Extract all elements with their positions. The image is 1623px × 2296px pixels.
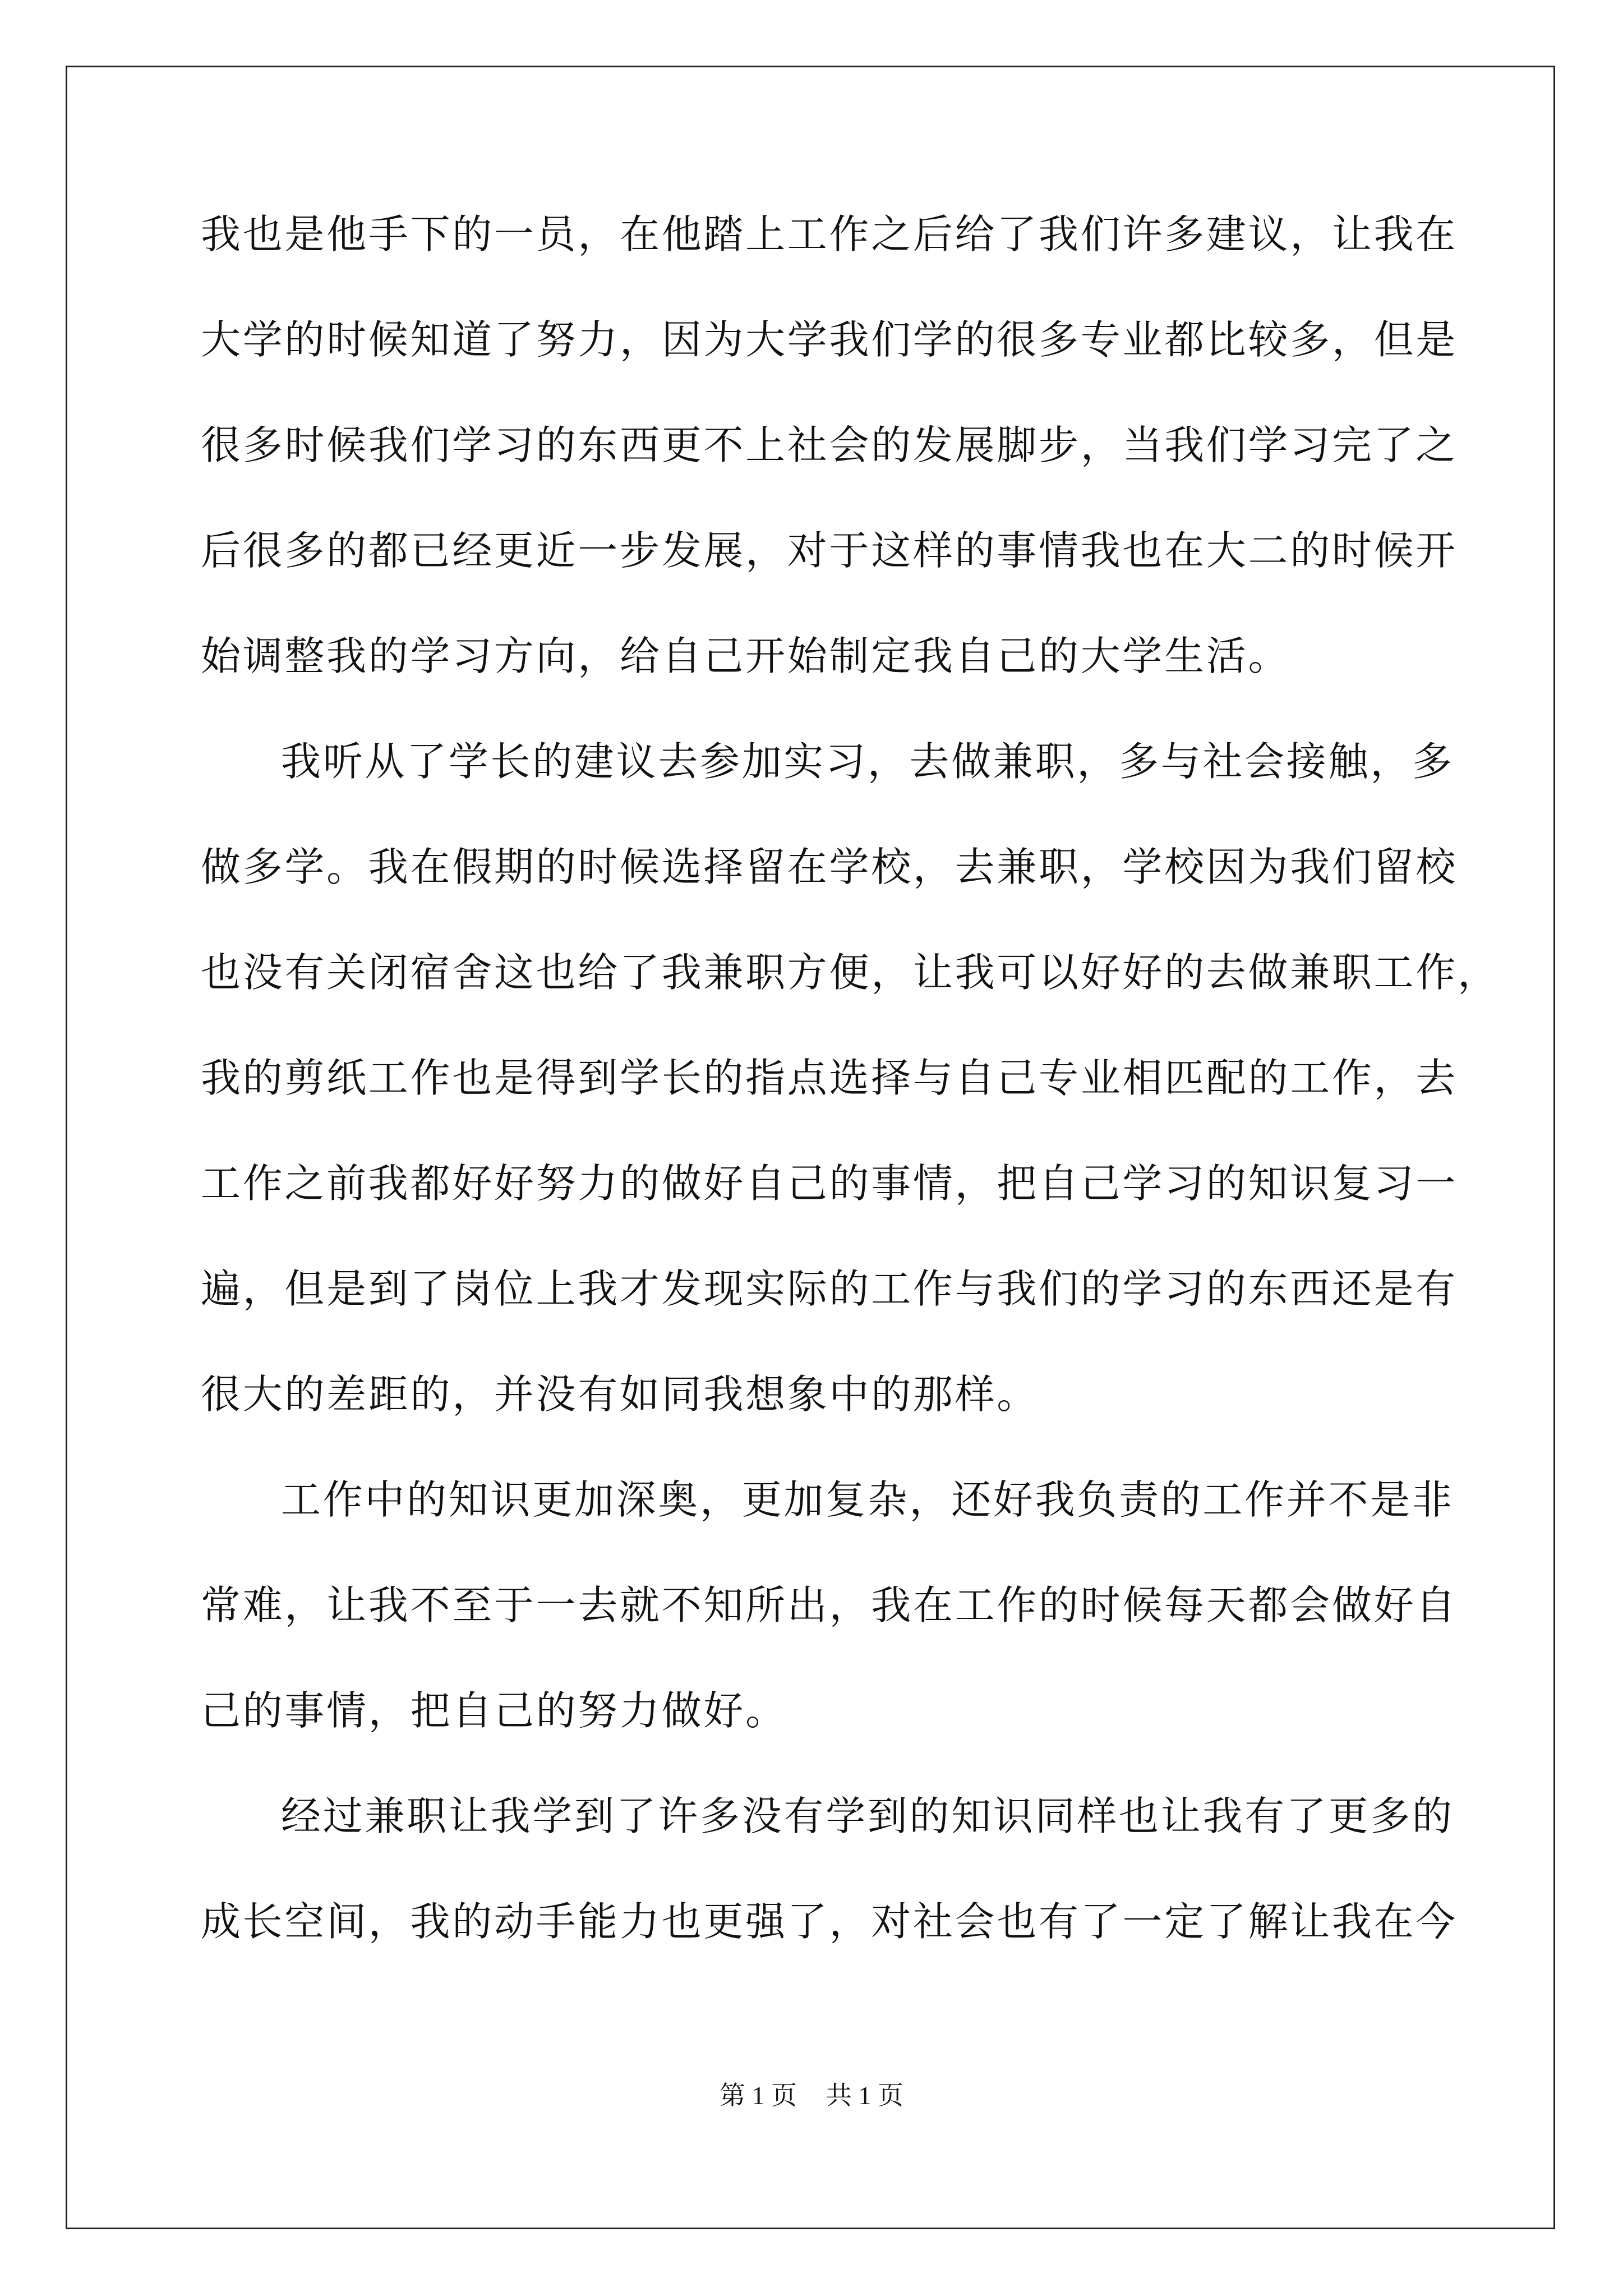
page-footer (0, 2079, 1623, 2113)
text-line: 遍，但是到了岗位上我才发现实际的工作与我们的学习的东西还是有 (201, 1266, 1458, 1312)
paragraph-first-line: 工作中的知识更加深奥，更加复杂，还好我负责的工作并不是非 (281, 1476, 1454, 1523)
paragraph-first-line: 经过兼职让我学到了许多没有学到的知识同样也让我有了更多的 (281, 1793, 1454, 1839)
text-line: 也没有关闭宿舍这也给了我兼职方便，让我可以好好的去做兼职工作， (201, 949, 1500, 996)
document-body (201, 206, 1500, 1999)
text-line: 始调整我的学习方向，给自己开始制定我自己的大学生活。 (201, 633, 1290, 679)
text-line: 很多时候我们学习的东西更不上社会的发展脚步，当我们学习完了之 (201, 422, 1458, 468)
text-line: 很大的差距的，并没有如同我想象中的那样。 (201, 1371, 1039, 1418)
text-line: 后很多的都已经更近一步发展，对于这样的事情我也在大二的时候开 (201, 527, 1458, 574)
text-line: 大学的时候知道了努力，因为大学我们学的很多专业都比较多，但是 (201, 316, 1458, 363)
text-line: 我的剪纸工作也是得到学长的指点选择与自己专业相匹配的工作，去 (201, 1055, 1458, 1101)
page-total: 共 1 页 (826, 2081, 903, 2110)
text-line: 成长空间，我的动手能力也更强了，对社会也有了一定了解让我在今 (201, 1898, 1458, 1945)
text-line: 工作之前我都好好努力的做好自己的事情，把自己学习的知识复习一 (201, 1160, 1458, 1207)
text-line: 常难，让我不至于一去就不知所出，我在工作的时候每天都会做好自 (201, 1582, 1458, 1628)
text-line: 己的事情，把自己的努力做好。 (201, 1687, 787, 1734)
paragraph-first-line: 我听从了学长的建议去参加实习，去做兼职，多与社会接触，多 (281, 738, 1454, 785)
text-line: 做多学。我在假期的时候选择留在学校，去兼职，学校因为我们留校 (201, 844, 1458, 890)
text-line: 我也是他手下的一员，在他踏上工作之后给了我们许多建议，让我在 (201, 211, 1458, 257)
page-number: 第 1 页 (720, 2081, 797, 2110)
